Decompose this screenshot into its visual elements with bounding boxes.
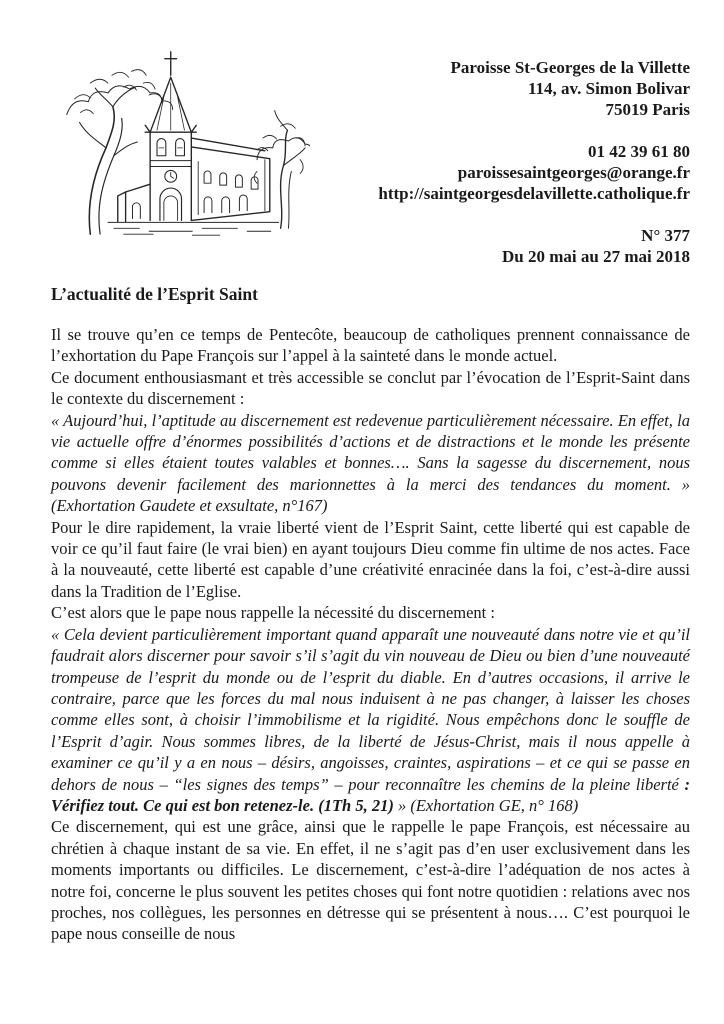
article-title: L’actualité de l’Esprit Saint xyxy=(51,284,258,304)
text-run: Il se trouve qu’en ce temps de Pentecôte, beaucoup de catholiques prennent connaissance de l’exhortation du Pape François sur l’appel à la sainteté dans le monde actuel. xyxy=(51,325,690,366)
article-body-zone xyxy=(51,283,690,945)
text-run: » (Exhortation GE, n° 168) xyxy=(393,795,579,815)
parish-name: Paroisse St-Georges de la Villette xyxy=(450,58,690,77)
address-street: 114, av. Simon Bolivar xyxy=(528,79,690,98)
paragraph xyxy=(51,624,690,817)
email-address: paroissesaintgeorges@orange.fr xyxy=(457,163,690,182)
church-illustration xyxy=(55,42,310,242)
issue-number: N° 377 xyxy=(641,226,690,245)
paragraph xyxy=(51,602,690,623)
header-spacer xyxy=(378,204,690,225)
phone-number: 01 42 39 61 80 xyxy=(588,142,690,161)
paragraph xyxy=(51,324,690,367)
address-city: 75019 Paris xyxy=(605,100,690,119)
text-run: Pour le dire rapidement, la vraie liberté vient de l’Esprit Saint, cette liberté qui est capable de voir ce qu’il faut faire (le vrai bien) en ayant toujours Dieu comme fin ultime de nos actes. Face à la nouveauté, cette liberté est capable d’une créativité enracinée dans la foi, c’est-à-dire aussi dans la Tradition de l’Eglise. xyxy=(51,517,690,601)
text-run: « Cela devient particulièrement important quand apparaît une nouveauté dans notre vie et qu’il faudrait alors discerner pour savoir s’il s’agit du vin nouveau de Dieu ou bien d’une nouveauté trompeuse de l’esprit du monde ou de l’esprit du diable. En d’autres occasions, il arrive le contraire, parce que les forces du mal nous induisent à ne pas changer, à laisser les choses comme elles sont, à choisir l’immobilisme et la rigidité. Nous empêchons donc le souffle de l’Esprit d’agir. Nous sommes libres, de la liberté de Jésus-Christ, mais il nous appelle à examiner ce qu’il y a en nous – désirs, angoisses, craintes, aspirations – et ce qui se passe en dehors de nous – “les signes des temps” – pour reconnaître les chemins de la pleine liberté xyxy=(51,624,690,794)
text-run: Ce discernement, qui est une grâce, ainsi que le rappelle le pape François, est nécessaire au chrétien à chaque instant de sa vie. En effet, il ne s’agit pas d’en user exclusivement dans les moments importants ou difficiles. Le discernement, c’est-à-dire l’adéquation de nos actes à notre foi, concerne le plus souvent les petites choses qui font notre quotidien : relations avec nos proches, nos collègues, les personnes en détresse qui se présentent à nous…. C’est pourquoi le pape nous conseille de nous xyxy=(51,817,690,944)
paragraph xyxy=(51,410,690,517)
text-run: « Aujourd’hui, l’aptitude au discernement est redevenue particulièrement nécessaire. En effet, la vie actuelle offre d’énormes possibilités d’actions et de distractions et le monde les présente comme si elles étaient toutes valables et bonnes…. Sans la sagesse du discernement, nous pouvons devenir facilement des marionnettes à la merci des tendances du moment. » (Exhortation Gaudete et exsultate, n°167) xyxy=(51,410,690,516)
text-run: : Vérifiez tout. Ce qui est bon retenez-le. (1Th 5, 21) xyxy=(51,774,690,815)
parish-contact-block xyxy=(378,57,690,267)
paragraph xyxy=(51,517,690,603)
text-run: Ce document enthousiasmant et très accessible se conclut par l’évocation de l’Esprit-Saint dans le contexte du discernement : xyxy=(51,367,690,409)
header-spacer xyxy=(378,120,690,141)
text-run: C’est alors que le pape nous rappelle la nécessité du discernement : xyxy=(51,603,495,623)
paragraph xyxy=(51,367,690,410)
article-body xyxy=(51,324,690,945)
paragraph xyxy=(51,816,690,944)
website-url: http://saintgeorgesdelavillette.catholique.fr xyxy=(378,184,690,203)
date-range: Du 20 mai au 27 mai 2018 xyxy=(502,247,690,266)
